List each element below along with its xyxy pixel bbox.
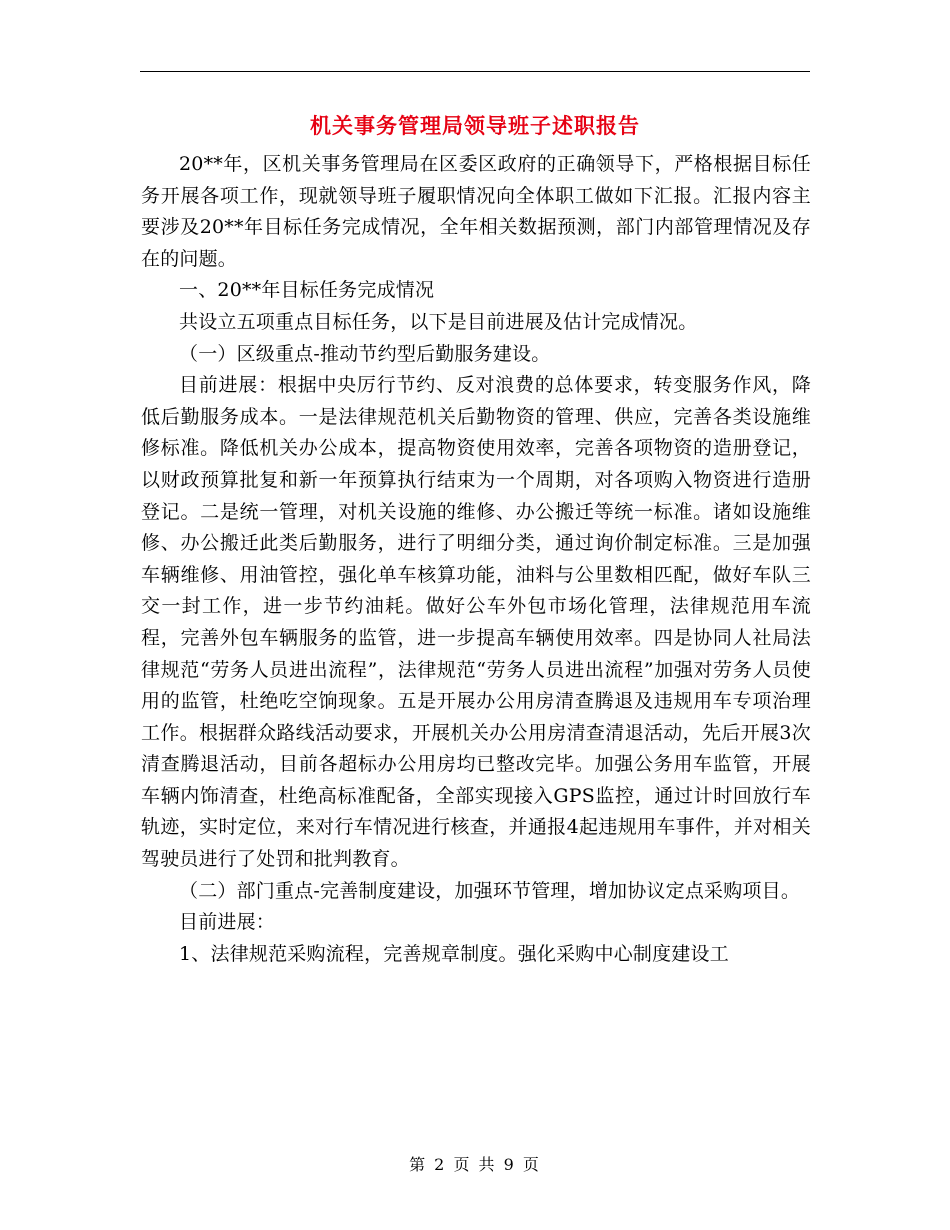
paragraph-progress-1: 目前进展：根据中央厉行节约、反对浪费的总体要求，转变服务作风，降低后勤服务成本。一是法律规范机关后勤物资的管理、供应，完善各类设施维修标准。降低机关办公成本，提高物资使用效率，完善各项物资的造册登记，以财政预算批复和新一年预算执行结束为一个周期，对各项购入物资进行造册登记。二是统一管理，对机关设施的维修、办公搬迁等统一标准。诸如设施维修、办公搬迁此类后勤服务，进行了明细分类，通过询价制定标准。三是加强车辆维修、用油管控，强化单车核算功能，油料与公里数相匹配，做好车队三交一封工作，进一步节约油耗。做好公车外包市场化管理，法律规范用车流程，完善外包车辆服务的监管，进一步提高车辆使用效率。四是协同人社局法律规范“劳务人员进出流程”，法律规范“劳务人员进出流程”加强对劳务人员使用的监管，杜绝吃空饷现象。五是开展办公用房清查腾退及违规用车专项治理工作。根据群众路线活动要求，开展机关办公用房清查清退活动，先后开展3次清查腾退活动，目前各超标办公用房均已整改完毕。加强公务用车监管，开展车辆内饰清查，杜绝高标准配备，全部实现接入GPS监控，通过计时回放行车轨迹，实时定位，来对行车情况进行核查，并通报4起违规用车事件，并对相关驾驶员进行了处罚和批判教育。 [141, 374, 811, 871]
section-heading-1: 一、20**年目标任务完成情况 [179, 279, 435, 302]
paragraph-intro: 20**年，区机关事务管理局在区委区政府的正确领导下，严格根据目标任务开展各项工作，现就领导班子履职情况向全体职工做如下汇报。汇报内容主要涉及20**年目标任务完成情况，全年相关数据预测，部门内部管理情况及存在的问题。 [141, 153, 811, 270]
document-title: 机关事务管理局领导班子述职报告 [310, 113, 640, 138]
document-body [141, 149, 811, 970]
page-number-footer: 第 2 页 共 9 页 [409, 1155, 541, 1174]
paragraph-progress-label: 目前进展： [179, 911, 276, 934]
header-rule [140, 71, 810, 72]
subsection-heading-1: （一）区级重点-推动节约型后勤服务建设。 [179, 342, 551, 365]
paragraph-item-1: 1、法律规范采购流程，完善规章制度。强化采购中心制度建设工 [179, 942, 729, 965]
subsection-heading-2: （二）部门重点-完善制度建设，加强环节管理，增加协议定点采购项目。 [179, 879, 801, 902]
paragraph-overview: 共设立五项重点目标任务，以下是目前进展及估计完成情况。 [179, 310, 698, 333]
